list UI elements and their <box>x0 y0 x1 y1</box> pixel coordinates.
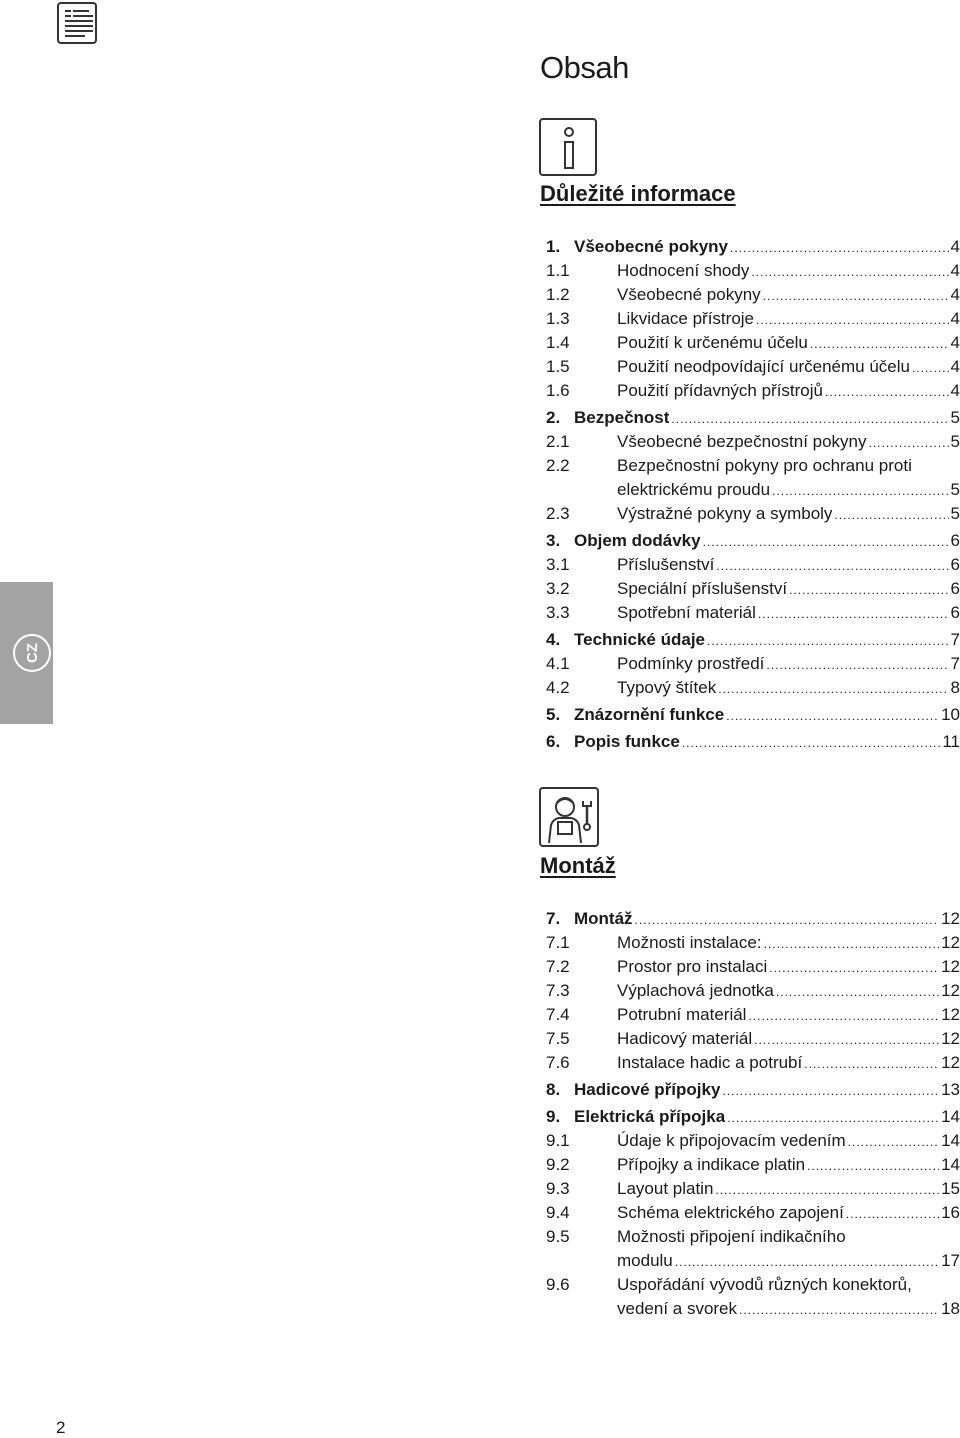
toc-entry-number: 2. <box>546 408 561 427</box>
toc-entry-continuation[interactable] <box>546 1249 960 1273</box>
toc-leader <box>718 676 948 701</box>
toc-entry-label: Elektrická přípojka <box>574 1107 726 1126</box>
toc-leader <box>804 1051 939 1076</box>
toc-important <box>546 235 960 754</box>
toc-entry-page: 16 <box>941 1203 960 1222</box>
toc-entry-label: Bezpečnostní pokyny pro ochranu proti <box>617 456 912 475</box>
section-heading-important: Důležité informace <box>540 181 736 206</box>
toc-entry-page: 4 <box>950 237 960 256</box>
toc-leader <box>776 979 939 1004</box>
toc-leader <box>764 931 940 956</box>
toc-entry-label: Objem dodávky <box>574 531 701 550</box>
toc-entry-number: 2.1 <box>546 432 570 451</box>
toc-montaz <box>546 907 960 1321</box>
toc-entry[interactable] <box>546 1153 960 1177</box>
toc-entry[interactable] <box>546 454 960 478</box>
toc-leader <box>716 553 948 578</box>
info-icon <box>539 118 597 176</box>
toc-entry[interactable] <box>546 676 960 700</box>
toc-entry-page: 4 <box>950 381 960 400</box>
toc-entry[interactable] <box>546 1177 960 1201</box>
toc-leader <box>810 331 949 356</box>
toc-entry-number: 4.2 <box>546 678 570 697</box>
toc-entry-page: 5 <box>950 408 960 427</box>
toc-entry-page: 4 <box>950 261 960 280</box>
toc-entry-page: 4 <box>950 285 960 304</box>
toc-chapter[interactable] <box>546 1105 960 1129</box>
toc-entry-page: 6 <box>950 555 960 574</box>
toc-entry-label: Speciální příslušenství <box>617 579 788 598</box>
toc-leader <box>772 478 948 503</box>
toc-entry-number: 7.1 <box>546 933 570 952</box>
toc-entry-label: Podmínky prostředí <box>617 654 765 673</box>
toc-entry-label: Všeobecné pokyny <box>574 237 729 256</box>
toc-leader <box>758 601 949 626</box>
toc-entry-page: 13 <box>941 1080 960 1099</box>
toc-entry-number: 7. <box>546 909 561 928</box>
toc-entry-label: Technické údaje <box>574 630 706 649</box>
toc-entry[interactable] <box>546 307 960 331</box>
toc-entry-label: Instalace hadic a potrubí <box>617 1053 803 1072</box>
toc-entry[interactable] <box>546 379 960 403</box>
toc-entry-label: Použití přídavných přístrojů <box>617 381 823 400</box>
section-heading-montaz: Montáž <box>540 853 616 878</box>
toc-leader <box>754 1027 939 1052</box>
toc-entry-label: Příslušenství <box>617 555 715 574</box>
toc-leader <box>722 1078 939 1103</box>
toc-entry-page: 4 <box>950 309 960 328</box>
toc-entry[interactable] <box>546 1051 960 1075</box>
toc-entry-label: Popis funkce <box>574 732 680 751</box>
toc-entry-number: 3.1 <box>546 555 570 574</box>
toc-entry[interactable] <box>546 1225 960 1249</box>
toc-entry-label: Hadicové přípojky <box>574 1080 721 1099</box>
toc-entry-page: 12 <box>941 981 960 1000</box>
toc-chapter[interactable] <box>546 406 960 430</box>
toc-entry-number: 1.1 <box>546 261 570 280</box>
toc-entry-page: 6 <box>950 603 960 622</box>
toc-entry-number: 7.4 <box>546 1005 570 1024</box>
toc-entry[interactable] <box>546 553 960 577</box>
toc-leader <box>846 1201 939 1226</box>
toc-entry[interactable] <box>546 502 960 526</box>
toc-entry-page: 12 <box>941 909 960 928</box>
toc-leader <box>834 502 948 527</box>
toc-entry[interactable] <box>546 331 960 355</box>
toc-entry-page: 12 <box>941 1053 960 1072</box>
toc-entry-label-cont: vedení a svorek <box>617 1299 738 1318</box>
toc-entry-page: 7 <box>950 654 960 673</box>
toc-entry-label: Výstražné pokyny a symboly <box>617 504 833 523</box>
toc-entry-label: Hadicový materiál <box>617 1029 753 1048</box>
toc-entry-number: 1.3 <box>546 309 570 328</box>
toc-entry[interactable] <box>546 577 960 601</box>
toc-entry-label: Znázornění funkce <box>574 705 725 724</box>
toc-chapter[interactable] <box>546 703 960 727</box>
toc-entry-label: Údaje k připojovacím vedením <box>617 1131 846 1150</box>
toc-entry-number: 5. <box>546 705 561 724</box>
toc-entry-page: 12 <box>941 957 960 976</box>
toc-entry-continuation[interactable] <box>546 478 960 502</box>
toc-entry-number: 9. <box>546 1107 561 1126</box>
toc-entry-page: 12 <box>941 1005 960 1024</box>
toc-leader <box>671 406 948 431</box>
toc-leader <box>682 730 941 755</box>
toc-entry-label: Použití k určenému účelu <box>617 333 808 352</box>
toc-entry-label-cont: modulu <box>617 1251 673 1270</box>
toc-entry-number: 1. <box>546 237 561 256</box>
toc-leader <box>769 955 939 980</box>
toc-leader <box>748 1003 939 1028</box>
toc-entry-page: 14 <box>941 1107 960 1126</box>
language-badge: CZ <box>13 634 51 672</box>
toc-entry[interactable] <box>546 601 960 625</box>
toc-leader <box>807 1153 939 1178</box>
toc-entry-label: Spotřební materiál <box>617 603 756 622</box>
toc-entry-label: Výplachová jednotka <box>617 981 774 1000</box>
toc-entry-label: Všeobecné pokyny <box>617 285 761 304</box>
toc-entry-label: Typový štítek <box>617 678 717 697</box>
toc-entry-label: Prostor pro instalaci <box>617 957 768 976</box>
toc-entry-number: 4. <box>546 630 561 649</box>
toc-entry-page: 17 <box>941 1251 960 1270</box>
toc-entry-label: Bezpečnost <box>574 408 670 427</box>
toc-entry-number: 6. <box>546 732 561 751</box>
toc-entry-number: 7.6 <box>546 1053 570 1072</box>
toc-entry-label: Hodnocení shody <box>617 261 750 280</box>
toc-entry-number: 9.2 <box>546 1155 570 1174</box>
toc-entry[interactable] <box>546 1027 960 1051</box>
toc-entry-page: 12 <box>941 933 960 952</box>
toc-leader <box>635 907 940 932</box>
toc-entry-number: 3.2 <box>546 579 570 598</box>
toc-entry-number: 7.5 <box>546 1029 570 1048</box>
toc-entry-page: 12 <box>941 1029 960 1048</box>
toc-entry-label: Všeobecné bezpečnostní pokyny <box>617 432 867 451</box>
toc-entry-number: 4.1 <box>546 654 570 673</box>
toc-leader <box>766 652 948 677</box>
toc-entry-page: 4 <box>950 333 960 352</box>
toc-leader <box>703 529 949 554</box>
toc-entry-number: 9.5 <box>546 1227 570 1246</box>
toc-entry[interactable] <box>546 283 960 307</box>
toc-entry[interactable] <box>546 652 960 676</box>
toc-entry-label: Přípojky a indikace platin <box>617 1155 806 1174</box>
toc-leader <box>912 355 949 380</box>
toc-entry[interactable] <box>546 1003 960 1027</box>
toc-entry-label: Potrubní materiál <box>617 1005 747 1024</box>
toc-entry-number: 1.2 <box>546 285 570 304</box>
toc-entry-page: 15 <box>941 1179 960 1198</box>
toc-entry-page: 14 <box>941 1155 960 1174</box>
toc-leader <box>763 283 949 308</box>
toc-entry-label: Možnosti instalace: <box>617 933 762 952</box>
toc-entry-page: 18 <box>941 1299 960 1318</box>
toc-entry[interactable] <box>546 955 960 979</box>
toc-entry[interactable] <box>546 430 960 454</box>
toc-leader <box>739 1297 939 1322</box>
toc-entry[interactable] <box>546 1129 960 1153</box>
toc-entry-number: 9.6 <box>546 1275 570 1294</box>
toc-entry[interactable] <box>546 355 960 379</box>
toc-entry-label: Použití neodpovídající určenému účelu <box>617 357 910 376</box>
mechanic-icon <box>539 787 599 847</box>
toc-leader <box>751 259 948 284</box>
toc-leader <box>715 1177 939 1202</box>
toc-leader <box>756 307 949 332</box>
toc-entry-page: 5 <box>950 432 960 451</box>
toc-chapter[interactable] <box>546 529 960 553</box>
toc-entry-label: Uspořádání vývodů různých konektorů, <box>617 1275 912 1294</box>
toc-entry-page: 7 <box>950 630 960 649</box>
toc-leader <box>727 1105 939 1130</box>
toc-entry-page: 10 <box>941 705 960 724</box>
toc-entry-number: 3. <box>546 531 561 550</box>
toc-chapter[interactable] <box>546 907 960 931</box>
toc-chapter[interactable] <box>546 628 960 652</box>
toc-entry[interactable] <box>546 931 960 955</box>
toc-entry[interactable] <box>546 259 960 283</box>
toc-leader <box>848 1129 939 1154</box>
toc-entry-continuation[interactable] <box>546 1297 960 1321</box>
toc-chapter[interactable] <box>546 1078 960 1102</box>
toc-entry-label-cont: elektrickému proudu <box>617 480 771 499</box>
toc-leader <box>825 379 949 404</box>
toc-entry-number: 7.3 <box>546 981 570 1000</box>
toc-entry-number: 1.4 <box>546 333 570 352</box>
toc-entry-page: 8 <box>950 678 960 697</box>
toc-entry-number: 7.2 <box>546 957 570 976</box>
toc-entry-page: 6 <box>950 531 960 550</box>
toc-entry-number: 3.3 <box>546 603 570 622</box>
toc-entry-label: Layout platin <box>617 1179 714 1198</box>
toc-entry[interactable] <box>546 1273 960 1297</box>
toc-entry[interactable] <box>546 1201 960 1225</box>
document-icon <box>57 2 97 44</box>
toc-entry-number: 9.3 <box>546 1179 570 1198</box>
page-number: 2 <box>56 1418 66 1437</box>
toc-entry-label: Schéma elektrického zapojení <box>617 1203 844 1222</box>
toc-entry[interactable] <box>546 979 960 1003</box>
toc-entry-number: 9.1 <box>546 1131 570 1150</box>
toc-entry-number: 1.6 <box>546 381 570 400</box>
toc-chapter[interactable] <box>546 730 960 754</box>
toc-entry-page: 14 <box>941 1131 960 1150</box>
toc-entry-number: 2.2 <box>546 456 570 475</box>
toc-entry-number: 1.5 <box>546 357 570 376</box>
toc-leader <box>789 577 948 602</box>
toc-leader <box>869 430 949 455</box>
toc-leader <box>707 628 949 653</box>
toc-entry-number: 8. <box>546 1080 561 1099</box>
toc-entry-page: 11 <box>942 732 960 751</box>
toc-chapter[interactable] <box>546 235 960 259</box>
toc-entry-page: 5 <box>950 480 960 499</box>
toc-entry-page: 5 <box>950 504 960 523</box>
toc-leader <box>675 1249 939 1274</box>
page-title: Obsah <box>540 50 629 85</box>
toc-entry-number: 2.3 <box>546 504 570 523</box>
toc-entry-number: 9.4 <box>546 1203 570 1222</box>
toc-entry-label: Montáž <box>574 909 633 928</box>
toc-entry-label: Likvidace přístroje <box>617 309 755 328</box>
toc-entry-page: 6 <box>950 579 960 598</box>
toc-leader <box>730 235 949 260</box>
toc-leader <box>726 703 939 728</box>
toc-entry-page: 4 <box>950 357 960 376</box>
toc-entry-label: Možnosti připojení indikačního <box>617 1227 846 1246</box>
